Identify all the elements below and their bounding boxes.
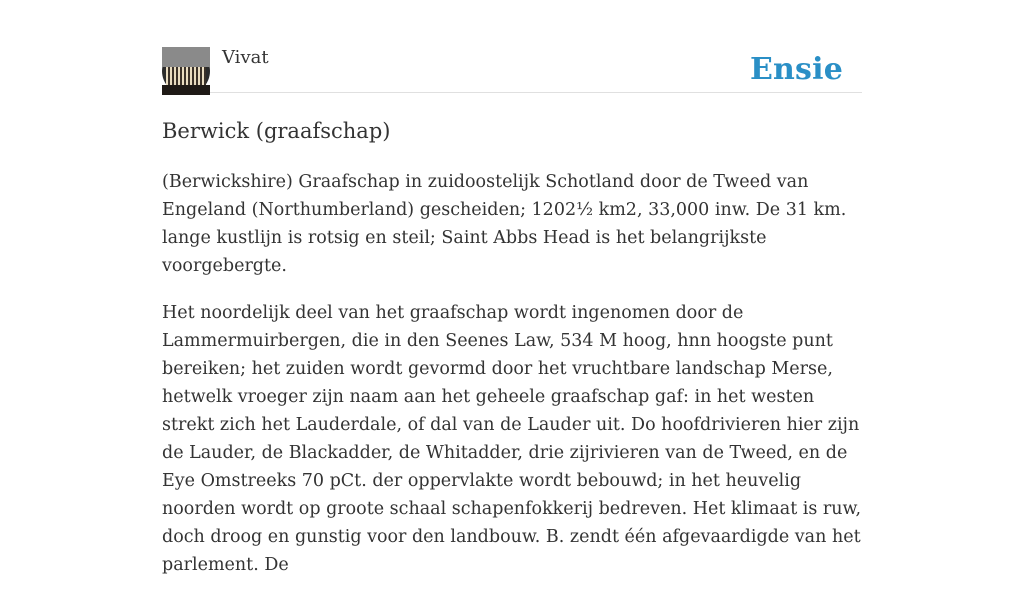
ensie-logo[interactable]: Ensie: [749, 52, 843, 87]
article-body: [162, 168, 862, 598]
article-paragraph: Het noordelijk deel van het graafschap wordt ingenomen door de Lammermuirbergen, die in den Seenes Law, 534 M hoog, hnn hoogste punt bereiken; het zuiden wordt gevormd door het vruchtbare landschap Merse, hetwelk vroeger zijn naam aan het geheele graafschap gaf: in het westen strekt zich het Lauderdale, of dal van de Lauder uit. Do hoofdrivieren hier zijn de Lauder, de Blackadder, de Whitadder, drie zijrivieren van de Tweed, en de Eye Omstreeks 70 pCt. der oppervlakte wordt bebouwd; in het heuvelig noorden wordt op groote schaal schapenfokkerij bedreven. Het klimaat is ruw, doch droog en gunstig voor den landbouw. B. zendt één afgevaardigde van het parlement. De: [162, 303, 862, 575]
avatar-shelf: [162, 85, 210, 95]
site-name-link[interactable]: Vivat: [222, 47, 269, 68]
bookshelf-icon[interactable]: [162, 47, 210, 95]
article-paragraph: (Berwickshire) Graafschap in zuidoostelijk Schotland door de Tweed van Engeland (Northumberland) gescheiden; 1202½ km2, 33,000 inw. De 31 km. lange kustlijn is rotsig en steil; Saint Abbs Head is het belangrijkste voorgebergte.: [162, 172, 847, 276]
page: [162, 0, 862, 575]
avatar-books: [166, 67, 206, 85]
avatar-ceiling: [162, 47, 210, 67]
site-header: [162, 0, 862, 93]
article-title: Berwick (graafschap): [162, 119, 391, 143]
